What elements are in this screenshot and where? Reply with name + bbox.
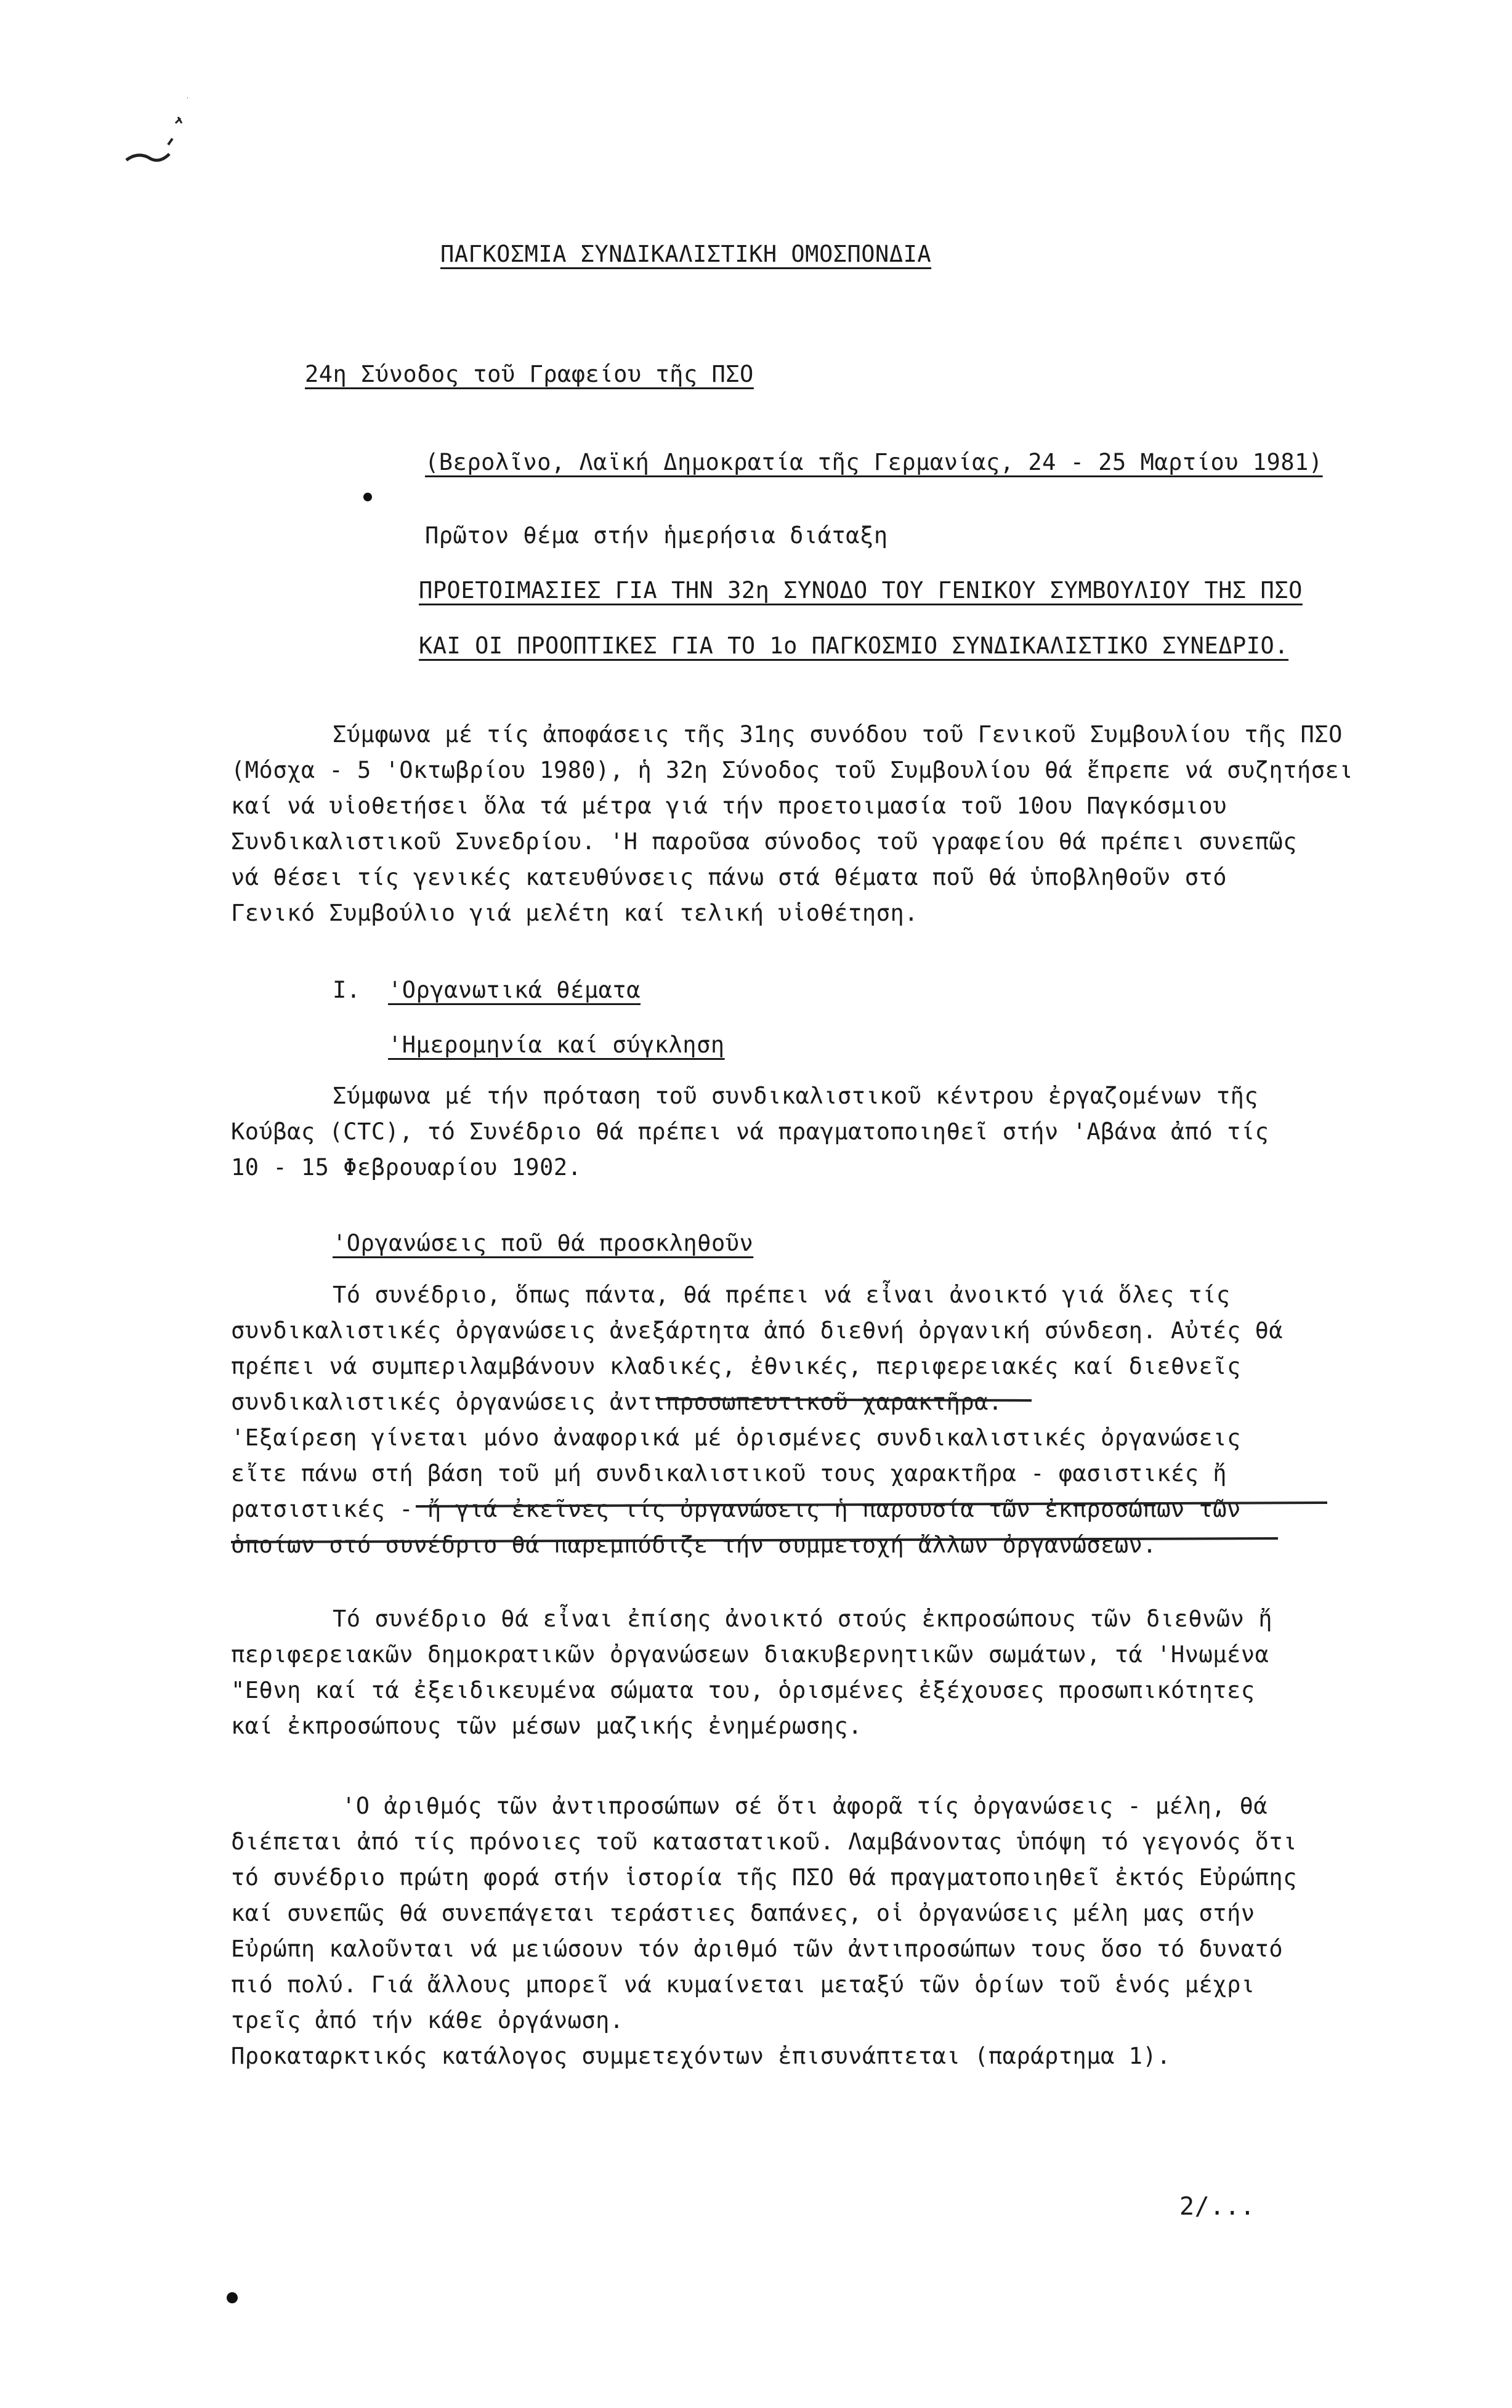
intro-line: (Μόσχα - 5 'Οκτωβρίου 1980), ἡ 32η Σύνοδος τοῦ Συμβουλίου θά ἔπρεπε νά συζητήσει [231,757,1354,783]
delegates-line: τό συνέδριο πρώτη φορά στήν ἱστορία τῆς ΠΣΟ θά πραγματοποιηθεῖ ἐκτός Εὐρώπης [231,1864,1297,1891]
delegates-line: 'Ο ἀριθμός τῶν ἀντιπροσώπων σέ ὅτι ἀφορᾶ τίς ὀργανώσεις - μέλη, θά [342,1793,1268,1819]
intro-line: Γενικό Συμβούλιο γιά μελέτη καί τελική υἱοθέτηση. [231,900,919,926]
delegates-line: τρεῖς ἀπό τήν κάθε ὀργάνωση. [231,2007,624,2034]
observers-line: καί ἐκπροσώπους τῶν μέσων μαζικής ἐνημέρωσης. [231,1713,862,1739]
section-subtitle: 'Ημερομηνία καί σύγκληση [388,1032,725,1058]
page-continuation-marker: 2/... [1179,2192,1255,2221]
section-title: 'Οργανωτικά θέματα [388,977,641,1003]
orgs-line: ὁποίων στό συνέδριο θά παρεμπόδιζε τήν συμμετοχή ἄλλων ὀργανώσεων. [231,1532,1157,1558]
orgs-line: 'Εξαίρεση γίνεται μόνο ἀναφορικά μέ ὁρισμένες συνδικαλιστικές ὀργανώσεις [231,1424,1241,1451]
date-line: Σύμφωνα μέ τήν πρόταση τοῦ συνδικαλιστικοῦ κέντρου ἐργαζομένων τῆς [333,1083,1259,1109]
underline-marks [231,1398,1340,1564]
agenda-title-line-1: ΠΡΟΕΤΟΙΜΑΣΙΕΣ ΓΙΑ ΤΗΝ 32η ΣΥΝΟΔΟ ΤΟΥ ΓΕΝΙΚΟΥ ΣΥΜΒΟΥΛΙΟΥ ΤΗΣ ΠΣΟ [419,577,1303,604]
delegates-line: Εὐρώπη καλοῦνται νά μειώσουν τόν ἀριθμό τῶν ἀντιπροσώπων τους ὅσο τό δυνατό [231,1936,1284,1962]
intro-line: νά θέσει τίς γενικές κατευθύνσεις πάνω στά θέματα ποῦ θά ὑποβληθοῦν στό [231,864,1227,891]
date-line: Κούβας (CTC), τό Συνέδριο θά πρέπει νά πραγματοποιηθεῖ στήν 'Αβάνα ἀπό τίς [231,1118,1269,1145]
delegates-line: Προκαταρκτικός κατάλογος συμμετεχόντων ἐπισυνάπτεται (παράρτημα 1). [231,2043,1171,2069]
intro-line: Συνδικαλιστικοῦ Συνεδρίου. 'Η παροῦσα σύνοδος τοῦ γραφείου θά πρέπει συνεπῶς [231,828,1297,855]
ink-smudge-icon [114,86,188,172]
date-line: 10 - 15 Φεβρουαρίου 1902. [231,1154,582,1181]
bullet-dot [227,2292,238,2303]
orgs-line: πρέπει νά συμπεριλαμβάνουν κλαδικές, ἐθνικές, περιφερειακές καί διεθνεῖς [231,1353,1241,1380]
section-numeral: I. [333,977,361,1003]
orgs-line: ρατσιστικές - ἤ γιά ἐκεῖνες τίς ὀργανώσεις ἡ παρουσία τῶν ἐκπροσώπων τῶν [231,1496,1241,1522]
observers-line: περιφερειακῶν δημοκρατικῶν ὀργανώσεων διακυβερνητικῶν σωμάτων, τά 'Ηνωμένα [231,1641,1269,1668]
intro-line: καί νά υἱοθετήσει ὅλα τά μέτρα γιά τήν προετοιμασία τοῦ 10ου Παγκόσμιου [231,793,1227,819]
orgs-line: συνδικαλιστικές ὀργανώσεις ἀνεξάρτητα ἀπό διεθνή ὀργανική σύνδεση. Αὐτές θά [231,1317,1284,1344]
delegates-line: καί συνεπῶς θά συνεπάγεται τεράστιες δαπάνες, οἱ ὀργανώσεις μέλη μας στήν [231,1900,1255,1926]
orgs-line: συνδικαλιστικές ὀργανώσεις ἀντιπροσωπευτικοῦ χαρακτῆρα. [231,1389,1003,1415]
orgs-heading: 'Οργανώσεις ποῦ θά προσκληθοῦν [333,1230,754,1256]
delegates-line: διέπεται ἀπό τίς πρόνοιες τοῦ καταστατικοῦ. Λαμβάνοντας ὑπόψη τό γεγονός ὅτι [231,1828,1297,1855]
agenda-intro: Πρῶτον θέμα στήν ἡμερήσια διάταξη [425,522,888,549]
organization-title: ΠΑΓΚΟΣΜΙΑ ΣΥΝΔΙΚΑΛΙΣΤΙΚΗ ΟΜΟΣΠΟΝΔΙΑ [440,241,932,267]
observers-line: "Εθνη καί τά ἐξειδικευμένα σώματα του, ὁρισμένες ἐξέχουσες προσωπικότητες [231,1677,1255,1703]
orgs-line: εἴτε πάνω στή βάση τοῦ μή συνδικαλιστικοῦ τους χαρακτῆρα - φασιστικές ἤ [231,1460,1227,1487]
agenda-title-line-2: ΚΑΙ ΟΙ ΠΡΟΟΠΤΙΚΕΣ ΓΙΑ ΤΟ 1ο ΠΑΓΚΟΣΜΙΟ ΣΥΝΔΙΚΑΛΙΣΤΙΚΟ ΣΥΝΕΔΡΙΟ. [419,632,1289,659]
intro-line: Σύμφωνα μέ τίς ἀποφάσεις τῆς 31ης συνόδου τοῦ Γενικοῦ Συμβουλίου τῆς ΠΣΟ [333,721,1343,748]
session-title: 24η Σύνοδος τοῦ Γραφείου τῆς ΠΣΟ [305,361,754,387]
bullet-dot [363,493,372,501]
place-date: (Βερολῖνο, Λαϊκή Δημοκρατία τῆς Γερμανίας, 24 - 25 Μαρτίου 1981) [425,449,1323,475]
observers-line: Τό συνέδριο θά εἶναι ἐπίσης ἀνοικτό στούς ἐκπροσώπους τῶν διεθνῶν ἤ [333,1606,1272,1632]
delegates-line: πιό πολύ. Γιά ἄλλους μπορεῖ νά κυμαίνεται μεταξύ τῶν ὁρίων τοῦ ἑνός μέχρι [231,1971,1255,1998]
orgs-line: Τό συνέδριο, ὅπως πάντα, θά πρέπει νά εἶναι ἀνοικτό γιά ὅλες τίς [333,1282,1231,1308]
